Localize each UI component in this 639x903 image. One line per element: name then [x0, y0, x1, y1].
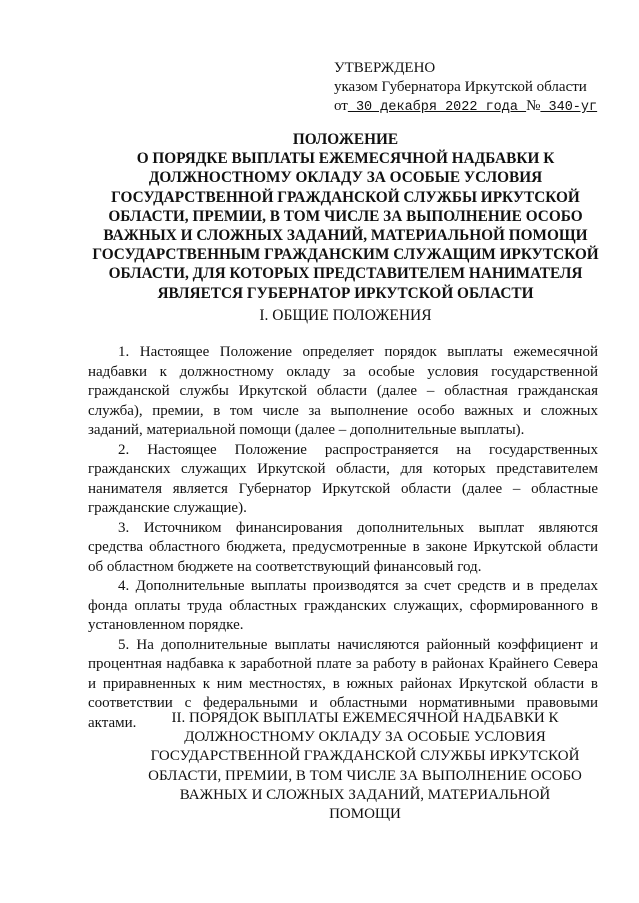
document-title: [60, 130, 631, 303]
title-line: ГОСУДАРСТВЕННОЙ ГРАЖДАНСКОЙ СЛУЖБЫ ИРКУТСКОЙ: [111, 188, 580, 206]
approval-from-prefix: от: [334, 98, 348, 114]
title-line: ЯВЛЯЕТСЯ ГУБЕРНАТОР ИРКУТСКОЙ ОБЛАСТИ: [157, 284, 534, 302]
approval-date: 30 декабря 2022 года: [347, 100, 527, 115]
section-2-heading-line: II. ПОРЯДОК ВЫПЛАТЫ ЕЖЕМЕСЯЧНОЙ НАДБАВКИ К: [171, 710, 559, 726]
title-line: О ПОРЯДКЕ ВЫПЛАТЫ ЕЖЕМЕСЯЧНОЙ НАДБАВКИ К: [136, 150, 555, 168]
approval-authority: указом Губернатора Иркутской области: [334, 79, 587, 95]
section-2-heading-line: ПОМОЩИ: [329, 806, 401, 823]
approval-heading: УТВЕРЖДЕНО: [334, 60, 436, 76]
section-1-heading: I. ОБЩИЕ ПОЛОЖЕНИЯ: [259, 307, 432, 324]
title-line: ПОЛОЖЕНИЕ: [292, 131, 399, 148]
title-line: ОБЛАСТИ, ДЛЯ КОТОРЫХ ПРЕДСТАВИТЕЛЕМ НАНИМАТЕЛЯ: [108, 265, 583, 283]
section-2-heading-line: ГОСУДАРСТВЕННОЙ ГРАЖДАНСКОЙ СЛУЖБЫ ИРКУТСКОЙ: [150, 748, 580, 765]
approval-number: 340-уг: [540, 100, 598, 115]
title-line: ГОСУДАРСТВЕННЫМ ГРАЖДАНСКИМ СЛУЖАЩИМ ИРКУТСКОЙ: [92, 246, 599, 264]
approval-number-sign: №: [526, 98, 541, 114]
section-1-body: [88, 343, 598, 733]
paragraph: 3. Источником финансирования дополнительных выплат являются средства областного бюджета, предусмотренные в законе Иркутской области об областном бюджете на соответствующий финансовый год.: [88, 519, 598, 575]
paragraph: 1. Настоящее Положение определяет порядок выплаты ежемесячной надбавки к должностному окладу за особые условия государственной гражданской службы Иркутской области (далее – областная гражданская служба), премии, в том числе за выполнение особо важных и сложных заданий, материальной помощи (далее – дополнительные выплаты).: [88, 344, 598, 438]
section-2-heading-line: ВАЖНЫХ И СЛОЖНЫХ ЗАДАНИЙ, МАТЕРИАЛЬНОЙ: [179, 786, 551, 803]
title-line: ВАЖНЫХ И СЛОЖНЫХ ЗАДАНИЙ, МАТЕРИАЛЬНОЙ ПОМОЩИ: [103, 227, 588, 245]
section-2-heading: [130, 709, 600, 824]
approval-stamp: [334, 59, 624, 117]
paragraph: 5. На дополнительные выплаты начисляются районный коэффициент и процентная надбавка к заработной плате за работу в районах Крайнего Севера и приравненных к ним местностях, в южных районах Иркутской области в соответствии с федеральными и областными нормативными правовыми актами.: [88, 636, 598, 731]
title-line: ОБЛАСТИ, ПРЕМИИ, В ТОМ ЧИСЛЕ ЗА ВЫПОЛНЕНИЕ ОСОБО: [108, 207, 583, 225]
title-line: ДОЛЖНОСТНОМУ ОКЛАДУ ЗА ОСОБЫЕ УСЛОВИЯ: [148, 169, 543, 187]
paragraph: 2. Настоящее Положение распространяется на государственных гражданских служащих Иркутской области, для которых представителем нанимателя является Губернатор Иркутской области (далее – областные гражданские служащие).: [88, 441, 598, 516]
section-2-heading-line: ОБЛАСТИ, ПРЕМИИ, В ТОМ ЧИСЛЕ ЗА ВЫПОЛНЕНИЕ ОСОБО: [148, 767, 582, 784]
paragraph: 4. Дополнительные выплаты производятся за счет средств и в пределах фонда оплаты труда областных гражданских служащих, сформированного в установленном порядке.: [88, 578, 598, 633]
approval-date-line: [334, 97, 624, 117]
section-2-heading-line: ДОЛЖНОСТНОМУ ОКЛАДУ ЗА ОСОБЫЕ УСЛОВИЯ: [184, 729, 546, 746]
